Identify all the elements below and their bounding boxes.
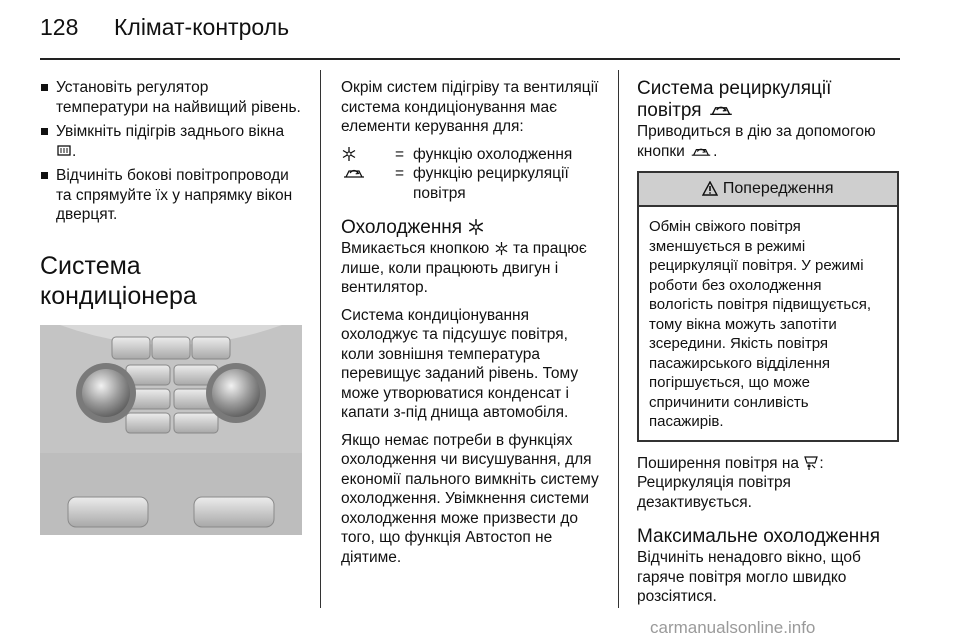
recirculation-icon bbox=[341, 165, 367, 181]
cooling-paragraph-2: Система кондиціонування охолоджує та підсушує повітря, коли зовнішня температура перевищує заданий рівень. Тому може утворюватися конденсат і капати з-під днища автомобіля. bbox=[341, 306, 579, 421]
snowflake-icon bbox=[341, 146, 357, 162]
recirculation-icon bbox=[707, 101, 735, 119]
intro-paragraph: Окрім систем підігріву та вентиляції система кондиціонування має елементи керування для: bbox=[341, 79, 599, 135]
section-heading-recirculation: Система рециркуляції повітря bbox=[637, 78, 832, 121]
column-divider-right bbox=[618, 70, 619, 608]
list-item: Увімкніть підігрів заднього вікна . bbox=[40, 122, 302, 161]
air-to-windscreen-icon bbox=[803, 455, 819, 471]
column-divider-left bbox=[320, 70, 321, 608]
recirculation-paragraph: Приводиться в дію за допомогою кнопки . bbox=[637, 123, 876, 160]
recirculation-icon bbox=[689, 144, 713, 159]
section-heading-ac: Система кондиціонера bbox=[40, 251, 197, 310]
header-rule bbox=[40, 58, 900, 60]
airflow-paragraph: Поширення повітря на : Рециркуляція повітря дезактивується. bbox=[637, 454, 824, 511]
snowflake-icon bbox=[467, 218, 485, 236]
column-right bbox=[637, 78, 899, 615]
list-item: = функцію охолодження bbox=[341, 145, 603, 165]
rear-window-defrost-icon bbox=[56, 143, 72, 159]
cooling-paragraph-1: Вмикається кнопкою та працює лише, коли працюють двигун і вентилятор. bbox=[341, 240, 587, 296]
ac-control-panel-photo bbox=[40, 325, 302, 535]
list-item: Установіть регулятор температури на найвищий рівень. bbox=[40, 78, 302, 117]
control-panel-illustration bbox=[40, 325, 302, 535]
section-heading-max-cooling: Максимальне охолодження bbox=[637, 526, 881, 547]
list-item: Відчиніть бокові повітропроводи та спрямуйте їх у напрямку вікон дверцят. bbox=[40, 166, 302, 225]
section-heading-cooling: Охолодження bbox=[341, 217, 603, 239]
control-definition-list bbox=[341, 145, 603, 204]
snowflake-icon bbox=[494, 241, 509, 256]
warning-title: Попередження bbox=[722, 180, 834, 197]
page-title: Клімат-контроль bbox=[114, 14, 290, 40]
warning-header bbox=[639, 173, 897, 207]
cooling-paragraph-3: Якщо немає потреби в функціях охолодження чи висушування, для економії пального вимкніть систему охолодження. Увімкнення системи охолодження може призвести до того, що функція Автостоп не діятиме. bbox=[341, 431, 599, 566]
warning-body: Обмін свіжого повітря зменшується в режимі рециркуляції повітря. У режимі роботи без охолодження вологість повітря підвищується, тому вікна можуть запотіти зсередини. Якість повітря пасажирського відділення погіршується, що може спричинити сонливість пасажирів. bbox=[649, 218, 872, 430]
page-number: 128 bbox=[40, 14, 79, 40]
warning-triangle-icon bbox=[702, 181, 718, 196]
warning-box bbox=[637, 171, 899, 442]
column-middle bbox=[341, 78, 603, 575]
column-left bbox=[40, 78, 302, 535]
max-cooling-paragraph: Відчиніть ненадовго вікно, щоб гаряче повітря могло швидко розсіятися. bbox=[637, 549, 861, 605]
watermark: carmanualsonline.info bbox=[650, 618, 816, 637]
bullet-list bbox=[40, 78, 302, 225]
list-item: = функцію рециркуляції повітря bbox=[341, 164, 603, 203]
